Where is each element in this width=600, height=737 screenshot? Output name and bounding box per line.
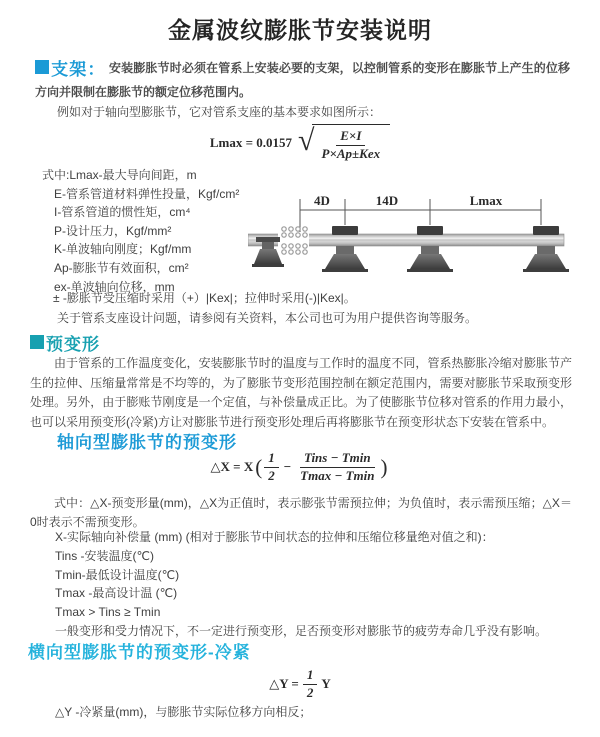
variable-line: ex-单波轴向位移，mm	[54, 279, 175, 294]
half-fraction	[264, 451, 279, 484]
lmax-formula	[0, 124, 600, 162]
support-example-text: 例如对于轴向型膨胀节，它对管系支座的基本要求如图所示：	[57, 105, 382, 119]
variable-line: K-单波轴向刚度；Kgf/mm	[54, 242, 192, 257]
axial-definition-line: Tmin-最低设计温度(℃)	[55, 567, 180, 582]
variable-line: Ap-膨胀节有效面积，cm²	[54, 260, 189, 275]
variable-definition-list	[42, 166, 239, 296]
guide-support-icon	[322, 226, 368, 272]
lateral-subsection-heading: 横向型膨胀节的预变形-冷紧	[28, 643, 251, 662]
section-square-icon	[35, 60, 49, 74]
half-numerator: 1	[264, 451, 279, 468]
predeform-section-heading	[30, 330, 100, 355]
half-denominator: 2	[268, 467, 275, 483]
variable-line: P-设计压力，Kgf/mm²	[54, 223, 172, 238]
guide-support-icon	[523, 226, 569, 272]
lmax-fraction-numerator: E×I	[336, 129, 365, 146]
lateral-formula-rhs: Y	[321, 676, 331, 692]
axial-explain-text: 式中：△X-预变形量(mm)，△X为正值时，表示膨张节需预拉伸；为负值时，表示需预压缩；△X＝0时表示不需预变形。	[30, 496, 572, 529]
plusminus-note: ± -膨胀节受压缩时采用（+）|Kex|；拉伸时采用(-)|Kex|。	[53, 291, 356, 305]
temp-denominator: Tmax − Tmin	[300, 467, 375, 483]
axial-definition-line: 一般变形和受力情况下，不一定进行预变形，足否预变形对膨胀节的疲劳寿命几乎没有影响。	[55, 623, 548, 638]
lateral-note-text: △Y -冷紧量(mm)，与膨胀节实际位移方向相反；	[55, 705, 312, 719]
anchor-support-icon	[252, 237, 284, 267]
guide-support-icon	[407, 226, 453, 272]
section-square-icon	[30, 335, 44, 349]
dim-label-lmax: Lmax	[469, 193, 503, 208]
radical-sign: √	[298, 123, 315, 157]
axial-subsection-heading: 轴向型膨胀节的预变形	[57, 433, 237, 452]
axial-definition-line: Tmax > Tins ≥ Tmin	[55, 605, 161, 620]
predeform-body-text: 由于管系的工作温度变化，安装膨胀节时的温度与工作时的温度不同，管系热膨胀冷缩对膨胀节产生的拉伸、压缩量常常是不均等的，为了膨胀节变形范围控制在额定范围内，需要对膨胀节采取预变形处理。另外，由于膨账节刚度是一个定值，与补偿量成正比。为了使膨胀节位移对管系的作用力最小，也可以采用预变形(冷紧)方让对膨胀节进行预变形处理后再将膨胀节在预变形状态下安装在管系中。	[30, 356, 572, 429]
lateral-numerator: 1	[303, 668, 318, 685]
minus-sign: −	[283, 459, 292, 475]
support-intro-text: 安装膨胀节时必须在管系上安装必要的支架，以控制管系的变形在膨胀节上产生的位移方向并限制在膨胀节的额定位移范围内。	[35, 61, 570, 99]
dim-label-14d: 14D	[375, 193, 399, 208]
dim-label-4d: 4D	[314, 193, 330, 208]
support-section-paragraph	[35, 57, 570, 104]
close-paren: )	[380, 454, 388, 479]
axial-definition-line: X-实际轴向补偿量 (mm) (相对于膨胀节中间状态的拉伸和压缩位移量绝对值之和)：	[55, 530, 494, 544]
lateral-half-fraction	[303, 668, 318, 701]
open-paren: (	[255, 454, 263, 479]
lmax-fraction-denominator: P×Ap±Kex	[321, 145, 381, 161]
lateral-formula	[0, 668, 600, 701]
sqrt-expression	[298, 124, 390, 162]
lateral-formula-lhs: △Y =	[269, 676, 299, 692]
axial-formula	[0, 451, 600, 484]
consult-note: 关于管系支座设计问题，请参阅有关资料，本公司也可为用户提供咨询等服务。	[57, 311, 478, 325]
support-section-heading: 支架：	[51, 60, 106, 79]
axial-definition-list	[55, 528, 580, 641]
page-title: 金属波纹膨胀节安装说明	[168, 17, 432, 43]
temp-numerator: Tins − Tmin	[300, 451, 375, 468]
axial-definition-line: Tmax -最高设计温 (℃)	[55, 586, 178, 601]
pipe-support-diagram	[248, 191, 596, 293]
lmax-fraction	[318, 129, 385, 162]
temperature-fraction	[296, 451, 378, 484]
lmax-formula-lhs: Lmax = 0.0157	[209, 134, 293, 150]
axial-definition-line: Tins -安装温度(℃)	[55, 548, 155, 563]
axial-formula-lhs: △X = X	[210, 459, 254, 475]
bellows-icon	[278, 227, 309, 254]
lateral-denominator: 2	[306, 684, 314, 700]
variable-line: 式中:Lmax-最大导向间距，m	[42, 168, 197, 182]
variable-line: I-管系管道的惯性矩，cm⁴	[54, 205, 191, 220]
variable-line: E-管系管道材料弹性投量，Kgf/cm²	[54, 186, 240, 201]
predeform-heading-label: 预变形	[46, 335, 100, 354]
